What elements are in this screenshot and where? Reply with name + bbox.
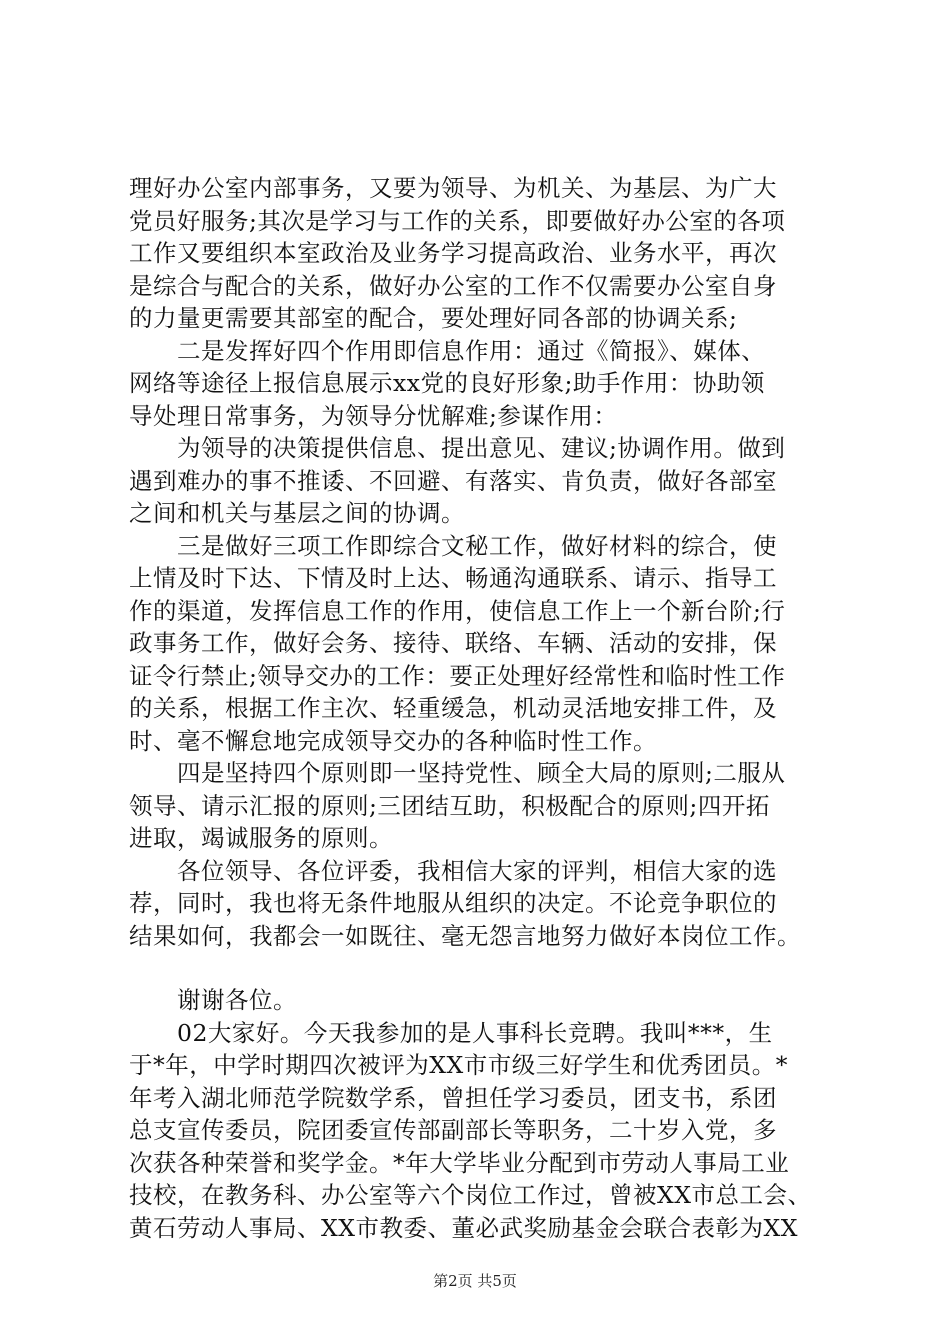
text-line: 02大家好。今天我参加的是人事科长竞聘。我叫***，生: [129, 1018, 773, 1047]
text-line: 网络等途径上报信息展示xx党的良好形象;助手作用：协助领: [129, 369, 765, 397]
text-line: 工作又要组织本室政治及业务学习提高政治、业务水平，再次: [129, 239, 777, 267]
paragraph-4: [129, 530, 829, 758]
text-line: 导处理日常事务，为领导分忧解难;参谋作用：: [129, 401, 618, 430]
text-line: 三是做好三项工作即综合文秘工作，做好材料的综合，使: [129, 531, 777, 560]
document-body: [129, 172, 829, 1244]
text-line: 总支宣传委员，院团委宣传部副部长等职务，二十岁入党，多: [129, 1116, 777, 1144]
paragraph-2: [129, 335, 829, 433]
text-line: 之间和机关与基层之间的协调。: [129, 499, 465, 527]
page-footer: 第2页 共5页: [433, 1272, 517, 1290]
text-line: 领导、请示汇报的原则;三团结互助，积极配合的原则;四开拓: [129, 791, 770, 820]
text-line: 于*年，中学时期四次被评为XX市市级三好学生和优秀团员。*: [129, 1051, 788, 1079]
text-line: 党员好服务;其次是学习与工作的关系，即要做好办公室的各项: [129, 206, 786, 235]
text-line: 荐，同时，我也将无条件地服从组织的决定。不论竞争职位的: [129, 889, 777, 917]
text-line: 黄石劳动人事局、XX市教委、董必武奖励基金会联合表彰为XX: [129, 1213, 798, 1242]
text-line: 四是坚持四个原则即一坚持党性、顾全大局的原则;二服从: [129, 759, 786, 787]
text-line: 遇到难办的事不推诿、不回避、有落实、肯负责，做好各部室: [129, 466, 777, 495]
text-line: 结果如何，我都会一如既往、毫无怨言地努力做好本岗位工作。: [129, 921, 801, 950]
text-line: 上情及时下达、下情及时上达、畅通沟通联系、请示、指导工: [129, 564, 777, 592]
text-line: 次获各种荣誉和奖学金。*年大学毕业分配到市劳动人事局工业: [129, 1148, 790, 1177]
paragraph-5: [129, 757, 829, 855]
text-line: 的力量更需要其部室的配合，要处理好同各部的协调关系;: [129, 304, 738, 332]
text-line: 是综合与配合的关系，做好办公室的工作不仅需要办公室自身: [129, 271, 777, 300]
text-line: 谢谢各位。: [129, 986, 297, 1014]
paragraph-thanks: [129, 984, 829, 1017]
text-line: 二是发挥好四个作用即信息作用：通过《简报》、媒体、: [129, 336, 766, 365]
paragraph-6: [129, 855, 829, 953]
paragraph-1: [129, 172, 829, 335]
paragraph-7: [129, 1017, 829, 1245]
paragraph-3: [129, 432, 829, 530]
paragraph-spacer: [129, 952, 829, 984]
text-line: 时、毫不懈怠地完成领导交办的各种临时性工作。: [129, 726, 657, 755]
text-line: 政事务工作，做好会务、接待、联络、车辆、活动的安排，保: [129, 629, 777, 657]
text-line: 作的渠道，发挥信息工作的作用，使信息工作上一个新台阶;行: [129, 596, 786, 625]
text-line: 年考入湖北师范学院数学系，曾担任学习委员，团支书，系团: [129, 1083, 777, 1112]
text-line: 的关系，根据工作主次、轻重缓急，机动灵活地安排工件，及: [129, 694, 777, 722]
text-line: 进取，竭诚服务的原则。: [129, 824, 393, 852]
text-line: 理好办公室内部事务，又要为领导、为机关、为基层、为广大: [129, 174, 777, 202]
text-line: 证令行禁止;领导交办的工作：要正处理好经常性和临时性工作: [129, 661, 786, 690]
text-line: 为领导的决策提供信息、提出意见、建议;协调作用。做到: [129, 434, 786, 462]
text-line: 技校，在教务科、办公室等六个岗位工作过，曾被XX市总工会、: [129, 1181, 812, 1209]
text-line: 各位领导、各位评委，我相信大家的评判，相信大家的选: [129, 856, 777, 885]
